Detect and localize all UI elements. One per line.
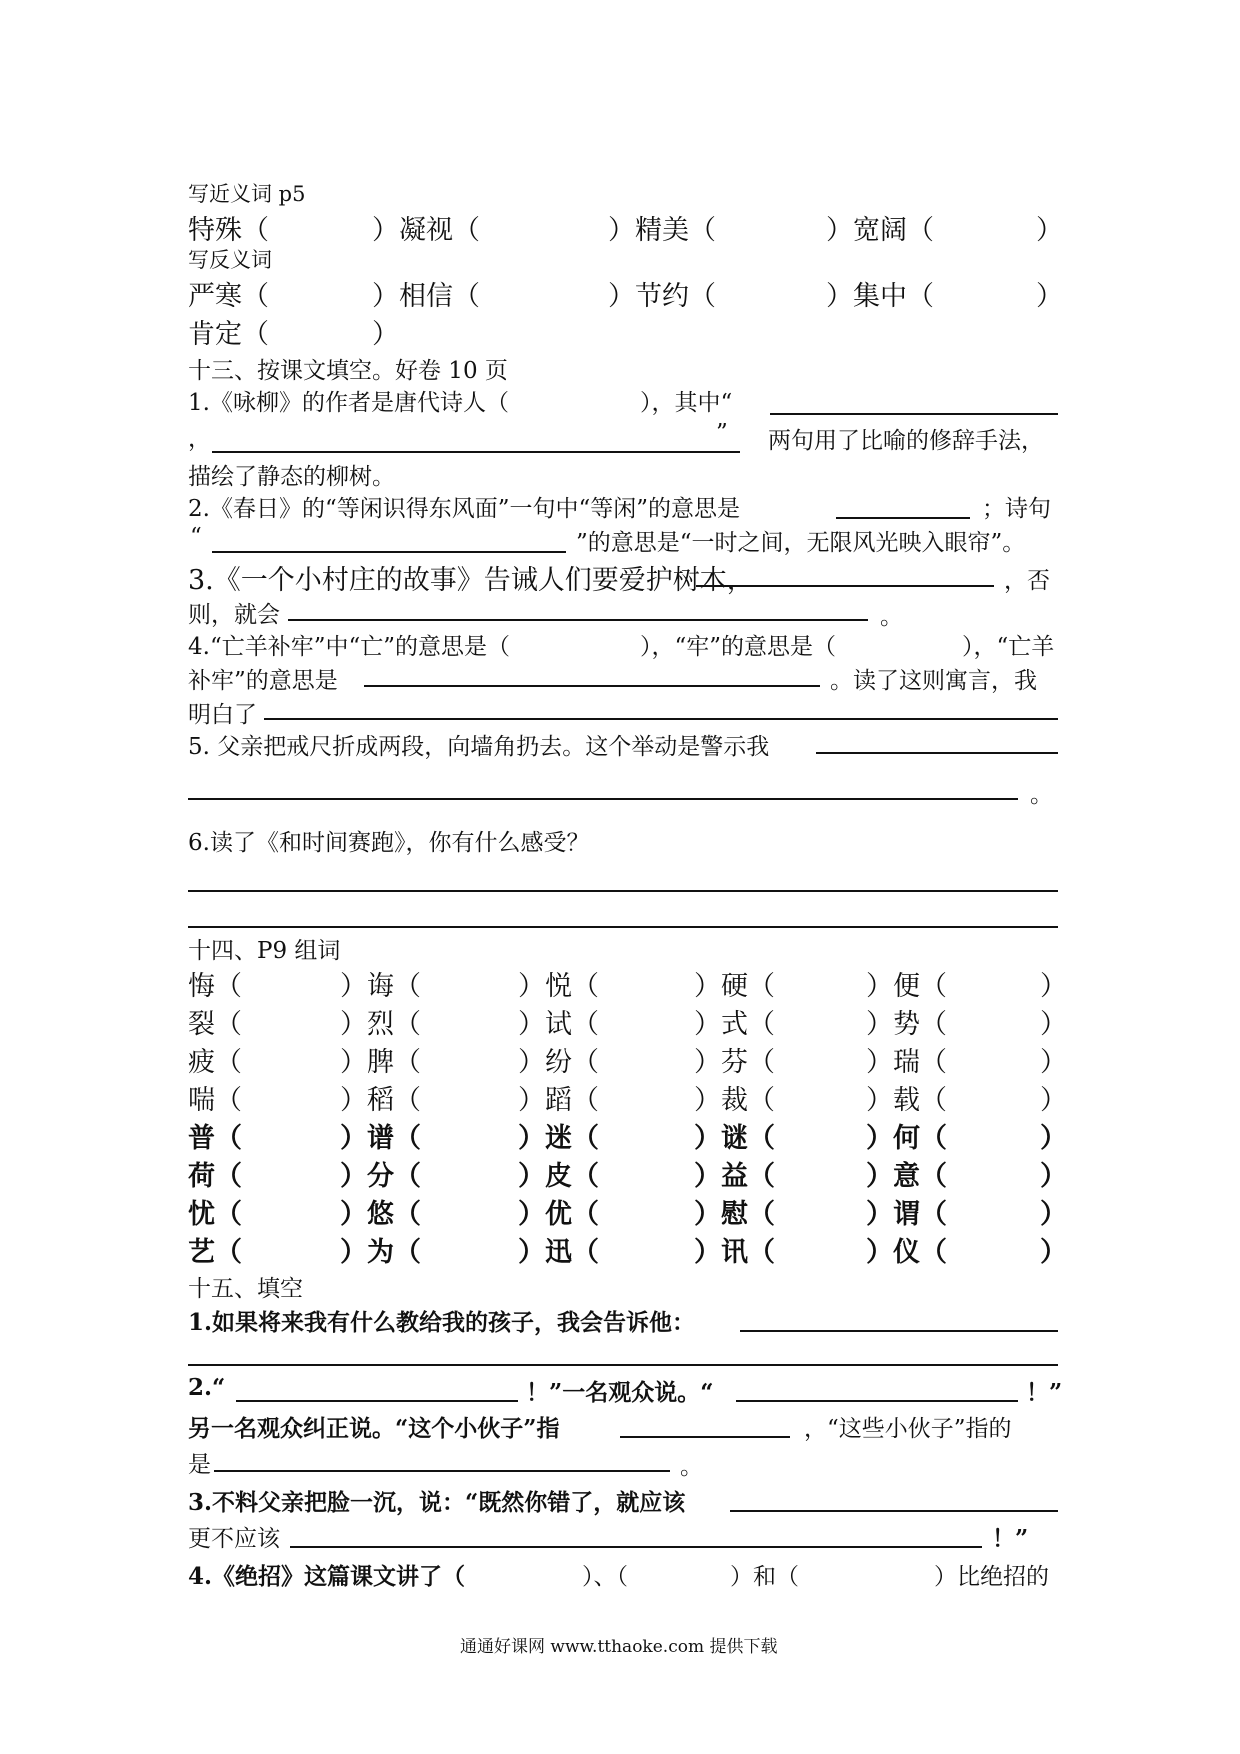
synonym-item: ） bbox=[1036, 215, 1063, 246]
footer-credit: 通通好课网 www.tthaoke.com 提供下载 bbox=[460, 1637, 778, 1657]
word-cell: ）脾（ bbox=[340, 1047, 421, 1078]
word-cell: ）芬（ bbox=[694, 1047, 775, 1078]
q15-1-text: 1.如果将来我有什么教给我的孩子，我会告诉他： bbox=[188, 1309, 696, 1336]
word-cell-close: ） bbox=[1040, 1199, 1067, 1230]
word-cell: ）诲（ bbox=[340, 971, 421, 1002]
antonym-item: ） bbox=[372, 319, 399, 350]
q13-3-text: ，否 bbox=[1004, 568, 1050, 594]
q13-5-text: 。 bbox=[1030, 782, 1053, 808]
antonym-item: ）节约（ bbox=[608, 281, 716, 312]
word-cell: 裂（ bbox=[188, 1009, 242, 1040]
answer-line[interactable] bbox=[770, 413, 1058, 415]
q15-3-text: ！” bbox=[992, 1525, 1029, 1552]
word-cell: ）悠（ bbox=[340, 1199, 421, 1230]
antonym-item: ）相信（ bbox=[372, 281, 480, 312]
antonym-item: 严寒（ bbox=[188, 281, 269, 312]
answer-line[interactable] bbox=[288, 619, 868, 621]
answer-line[interactable] bbox=[188, 926, 1058, 928]
word-cell: 喘（ bbox=[188, 1085, 242, 1116]
q13-1-text: ），其中“ bbox=[640, 390, 733, 416]
word-cell: 艺（ bbox=[188, 1237, 242, 1268]
section-14-heading: 十四、P9 组词 bbox=[188, 938, 341, 964]
synonym-item: 特殊（ bbox=[188, 215, 269, 246]
answer-line[interactable] bbox=[212, 451, 740, 453]
answer-line[interactable] bbox=[730, 1510, 1058, 1512]
q13-5-text: 5. 父亲把戒尺折成两段，向墙角扔去。这个举动是警示我 bbox=[188, 734, 770, 760]
q13-1-text: ， bbox=[188, 426, 211, 452]
answer-line[interactable] bbox=[236, 1400, 518, 1402]
word-cell: ）蹈（ bbox=[518, 1085, 599, 1116]
q13-1-text: 两句用了比喻的修辞手法， bbox=[768, 428, 1044, 454]
section-15-heading: 十五、填空 bbox=[188, 1276, 303, 1302]
q15-4-text: ）、（ bbox=[582, 1564, 628, 1590]
answer-line[interactable] bbox=[188, 890, 1058, 892]
q15-2-text: 2.“ bbox=[188, 1374, 226, 1401]
word-cell: ）硬（ bbox=[694, 971, 775, 1002]
word-cell: 荷（ bbox=[188, 1161, 242, 1192]
word-cell: ）稻（ bbox=[340, 1085, 421, 1116]
word-cell: ）意（ bbox=[866, 1161, 947, 1192]
q13-3-text: 则，就会 bbox=[188, 602, 280, 628]
word-cell: ）讯（ bbox=[694, 1237, 775, 1268]
word-cell: ）为（ bbox=[340, 1237, 421, 1268]
q15-4-text: ）比绝招的 bbox=[934, 1564, 1049, 1590]
word-cell: 忧（ bbox=[188, 1199, 242, 1230]
q13-4-text: 。读了这则寓言，我 bbox=[830, 668, 1037, 694]
word-cell: ）式（ bbox=[694, 1009, 775, 1040]
word-cell: ）烈（ bbox=[340, 1009, 421, 1040]
word-cell-close: ） bbox=[1040, 1237, 1067, 1268]
synonyms-heading: 写近义词 p5 bbox=[188, 182, 306, 206]
q13-4-text: 补牢”的意思是 bbox=[188, 668, 338, 694]
q15-4-text: 4.《绝招》这篇课文讲了（ bbox=[188, 1563, 466, 1590]
word-cell: ）瑞（ bbox=[866, 1047, 947, 1078]
answer-line[interactable] bbox=[264, 718, 1058, 720]
q13-3-text: 。 bbox=[880, 604, 903, 630]
answer-line[interactable] bbox=[620, 1436, 790, 1438]
q13-4-text: ），“亡羊 bbox=[962, 634, 1055, 660]
word-cell-close: ） bbox=[1040, 1123, 1067, 1154]
answer-line[interactable] bbox=[740, 1330, 1058, 1332]
antonym-item: 肯定（ bbox=[188, 319, 269, 350]
word-cell: 悔（ bbox=[188, 971, 242, 1002]
word-cell: ）仪（ bbox=[866, 1237, 947, 1268]
synonym-item: ）凝视（ bbox=[372, 215, 480, 246]
answer-line[interactable] bbox=[188, 1364, 1058, 1366]
word-cell: ）优（ bbox=[518, 1199, 599, 1230]
word-cell: ）慰（ bbox=[694, 1199, 775, 1230]
antonyms-heading: 写反义词 bbox=[188, 248, 272, 272]
word-cell: ）分（ bbox=[340, 1161, 421, 1192]
q15-2-text: 是 bbox=[188, 1452, 211, 1478]
q13-4-text: 明白了 bbox=[188, 702, 257, 728]
word-cell: ）谱（ bbox=[340, 1123, 421, 1154]
q13-2-text: ；诗句 bbox=[982, 496, 1051, 522]
q13-2-text: “ bbox=[190, 524, 202, 550]
q15-2-text: ！” bbox=[1026, 1379, 1063, 1406]
q15-2-text: ，“这些小伙子”指的 bbox=[804, 1416, 1012, 1442]
answer-line[interactable] bbox=[836, 517, 970, 519]
word-cell-close: ） bbox=[1040, 1085, 1067, 1116]
word-cell: 普（ bbox=[188, 1123, 242, 1154]
answer-line[interactable] bbox=[816, 752, 1058, 754]
answer-line[interactable] bbox=[188, 798, 1018, 800]
q13-2-text: 2.《春日》的“等闲识得东风面”一句中“等闲”的意思是 bbox=[188, 496, 740, 522]
word-cell: ）悦（ bbox=[518, 971, 599, 1002]
word-cell-close: ） bbox=[1040, 1047, 1067, 1078]
word-cell: ）皮（ bbox=[518, 1161, 599, 1192]
answer-line[interactable] bbox=[290, 1546, 982, 1548]
antonym-item: ） bbox=[1036, 281, 1063, 312]
word-cell: ）势（ bbox=[866, 1009, 947, 1040]
word-cell: ）何（ bbox=[866, 1123, 947, 1154]
word-cell-close: ） bbox=[1040, 1161, 1067, 1192]
word-cell-close: ） bbox=[1040, 971, 1067, 1002]
q15-4-text: ）和（ bbox=[730, 1564, 799, 1590]
word-cell: ）谜（ bbox=[694, 1123, 775, 1154]
synonym-item: ）宽阔（ bbox=[826, 215, 934, 246]
word-cell: ）试（ bbox=[518, 1009, 599, 1040]
answer-line[interactable] bbox=[736, 1400, 1018, 1402]
answer-line[interactable] bbox=[212, 551, 566, 553]
q13-3-text: 3.《一个小村庄的故事》告诫人们要爱护树木， bbox=[188, 565, 754, 596]
answer-line[interactable] bbox=[214, 1470, 670, 1472]
q13-4-text: 4.“亡羊补牢”中“亡”的意思是（ bbox=[188, 634, 510, 660]
word-cell: ）迅（ bbox=[518, 1237, 599, 1268]
word-cell: ）载（ bbox=[866, 1085, 947, 1116]
antonym-item: ）集中（ bbox=[826, 281, 934, 312]
answer-line[interactable] bbox=[364, 685, 820, 687]
q15-3-text: 3.不料父亲把脸一沉，说：“既然你错了，就应该 bbox=[188, 1489, 686, 1516]
word-cell: ）谓（ bbox=[866, 1199, 947, 1230]
word-cell: ）便（ bbox=[866, 971, 947, 1002]
q15-2-text: ！”一名观众说。“ bbox=[526, 1379, 714, 1406]
answer-line[interactable] bbox=[696, 585, 994, 587]
word-cell-close: ） bbox=[1040, 1009, 1067, 1040]
word-cell: 疲（ bbox=[188, 1047, 242, 1078]
word-cell: ）纷（ bbox=[518, 1047, 599, 1078]
word-cell: ）迷（ bbox=[518, 1123, 599, 1154]
q13-4-text: ），“牢”的意思是（ bbox=[640, 634, 837, 660]
q15-2-text: 另一名观众纠正说。“这个小伙子”指 bbox=[188, 1415, 560, 1442]
q13-1-text: 1.《咏柳》的作者是唐代诗人（ bbox=[188, 390, 509, 416]
q13-6-text: 6.读了《和时间赛跑》，你有什么感受？ bbox=[188, 830, 590, 856]
q13-2-text: ”的意思是“一时之间，无限风光映入眼帘”。 bbox=[576, 530, 1026, 556]
synonym-item: ）精美（ bbox=[608, 215, 716, 246]
q15-2-text: 。 bbox=[680, 1454, 703, 1480]
q13-1-text: 描绘了静态的柳树。 bbox=[188, 464, 395, 490]
section-13-heading: 十三、按课文填空。好卷 10 页 bbox=[188, 358, 508, 384]
q15-3-text: 更不应该 bbox=[188, 1526, 280, 1552]
word-cell: ）裁（ bbox=[694, 1085, 775, 1116]
word-cell: ）益（ bbox=[694, 1161, 775, 1192]
q13-1-text: ” bbox=[716, 420, 728, 446]
